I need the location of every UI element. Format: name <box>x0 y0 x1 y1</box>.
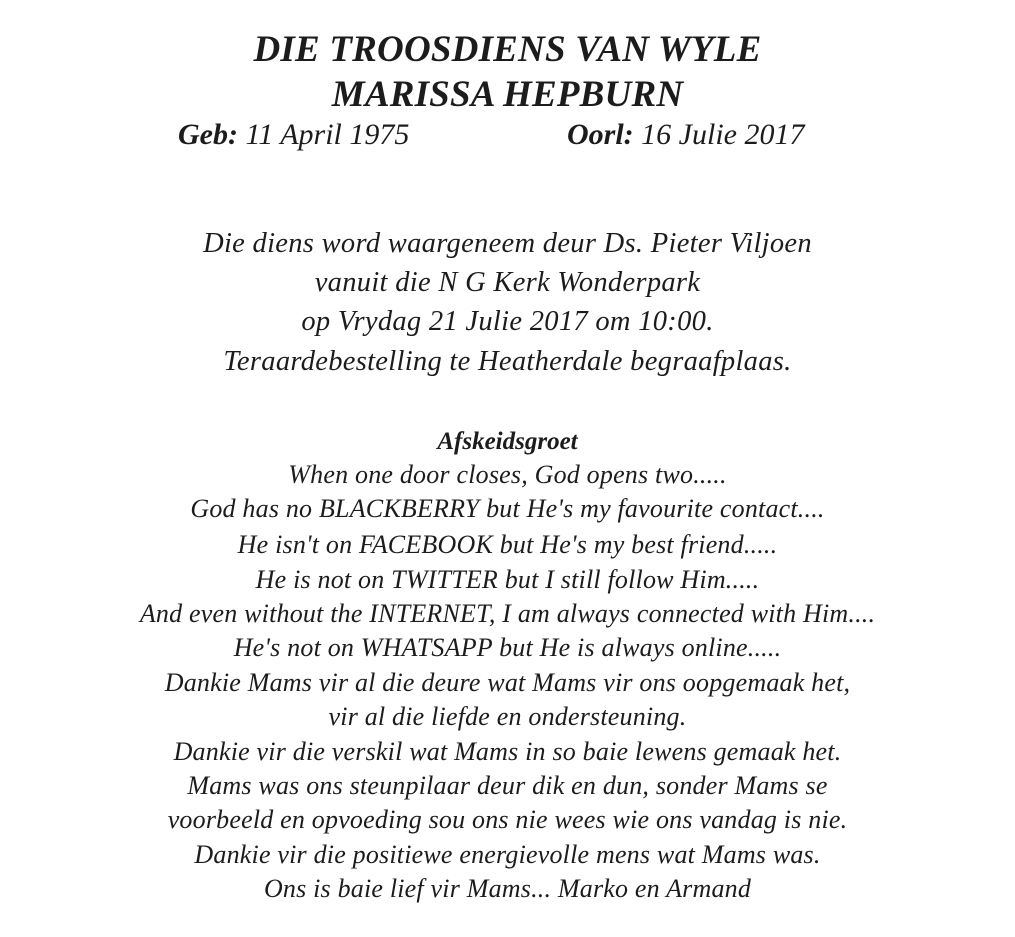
birth-value: 11 April 1975 <box>245 118 410 151</box>
farewell-line: And even without the INTERNET, I am always connected with Him.... <box>139 599 876 628</box>
death-label: Oorl: <box>567 118 634 151</box>
farewell-line: Dankie vir die verskil wat Mams in so baie lewens gemaak het. <box>173 737 842 766</box>
death-date <box>567 118 804 152</box>
birth-label: Geb: <box>178 118 238 151</box>
farewell-line: Mams was ons steunpilaar deur dik en dun, sonder Mams se <box>187 771 828 800</box>
farewell-line: Dankie vir die positiewe energievolle mens wat Mams was. <box>194 840 821 869</box>
service-line-2: vanuit die N G Kerk Wonderpark <box>314 267 701 298</box>
farewell-line: Dankie Mams vir al die deure wat Mams vir ons oopgemaak het, <box>164 668 851 697</box>
service-line-3: op Vrydag 21 Julie 2017 om 10:00. <box>301 306 714 337</box>
service-line-1: Die diens word waargeneem deur Ds. Pieter Viljoen <box>203 228 812 259</box>
dates-row <box>0 118 1015 152</box>
birth-date <box>178 118 409 152</box>
farewell-line: He is not on TWITTER but I still follow Him..... <box>255 565 760 594</box>
farewell-line: God has no BLACKBERRY but He's my favourite contact.... <box>190 494 825 523</box>
heading-line-1: DIE TROOSDIENS VAN WYLE <box>253 29 762 70</box>
service-line-4: Teraardebestelling te Heatherdale begraafplaas. <box>223 346 792 377</box>
death-value: 16 Julie 2017 <box>641 118 805 151</box>
farewell-line: vir al die liefde en ondersteuning. <box>328 702 687 731</box>
farewell-line: Ons is baie lief vir Mams... Marko en Armand <box>263 874 752 903</box>
farewell-line: When one door closes, God opens two..... <box>288 460 727 489</box>
farewell-line: He isn't on FACEBOOK but He's my best friend..... <box>237 530 778 559</box>
farewell-title: Afskeidsgroet <box>437 428 578 455</box>
farewell-line: voorbeeld en opvoeding sou ons nie wees wie ons vandag is nie. <box>167 805 848 834</box>
heading-line-2: MARISSA HEPBURN <box>331 74 684 115</box>
farewell-line: He's not on WHATSAPP but He is always online..... <box>233 633 782 662</box>
